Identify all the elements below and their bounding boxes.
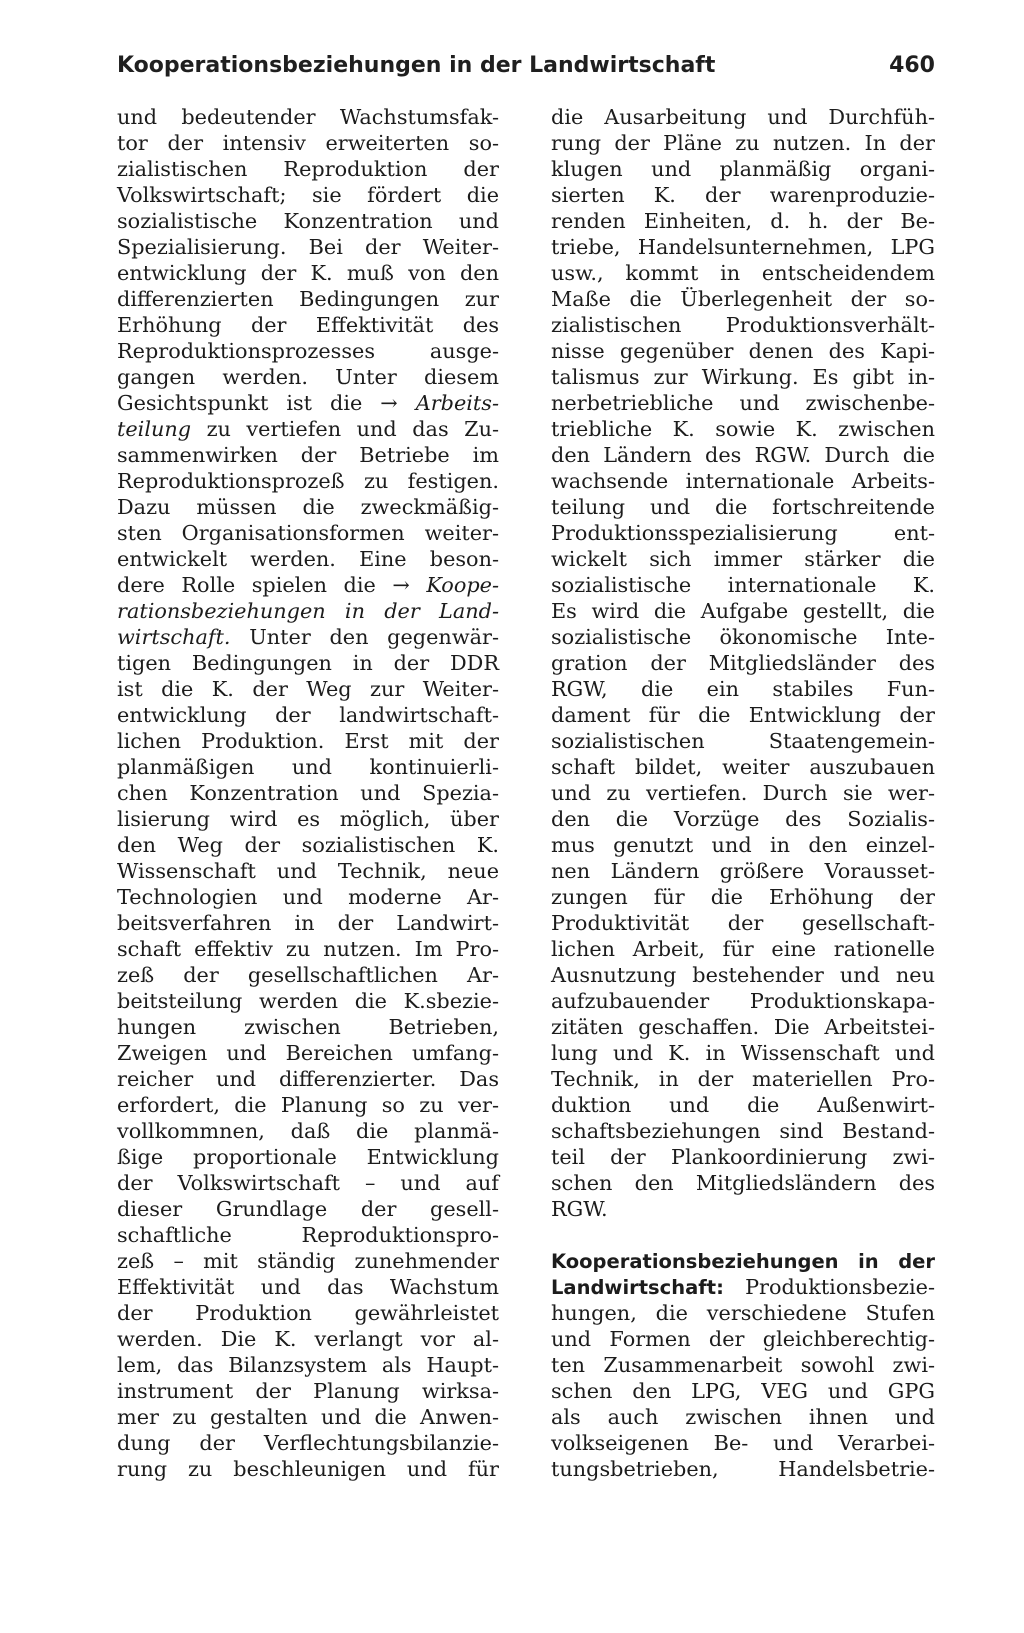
text-line: entwicklung der K. muß von den [117, 261, 499, 285]
text-line: Technik, in der materiellen Pro- [551, 1067, 935, 1091]
text-line: wachsende internationale Arbeits- [551, 469, 935, 493]
text-line: teil der Plankoordinierung zwi- [551, 1145, 935, 1169]
text-line: Ausnutzung bestehender und neu [551, 963, 935, 987]
text-line: und Formen der gleichberechtig- [551, 1327, 935, 1351]
text-line: gration der Mitgliedsländer des [551, 651, 935, 675]
text-line: den die Vorzüge des Sozialis- [551, 807, 935, 831]
text-line: schaftsbeziehungen sind Bestand- [551, 1119, 935, 1143]
text-line: lichen Arbeit, für eine rationelle [551, 937, 935, 961]
text-line: rung zu beschleunigen und für [117, 1457, 499, 1481]
text-line: Erhöhung der Effektivität des [117, 313, 499, 337]
text-line: als auch zwischen ihnen und [551, 1405, 935, 1429]
text-line: entwicklung der landwirtschaft- [117, 703, 499, 727]
text-line: Reproduktionsprozeß zu festigen. [117, 469, 499, 493]
text-line: beitsteilung werden die K.sbezie- [117, 989, 499, 1013]
text-line: schen den Mitgliedsländern des [551, 1171, 935, 1195]
text-line: sozialistische ökonomische Inte- [551, 625, 935, 649]
text-line: sten Organisationsformen weiter- [117, 521, 499, 545]
text-line: zeß der gesellschaftlichen Ar- [117, 963, 499, 987]
text-line: Spezialisierung. Bei der Weiter- [117, 235, 499, 259]
text-line: Wissenschaft und Technik, neue [117, 859, 499, 883]
text-line: Es wird die Aufgabe gestellt, die [551, 599, 935, 623]
text-line: vollkommnen, daß die planmä- [117, 1119, 499, 1143]
text-line: dament für die Entwicklung der [551, 703, 935, 727]
text-line: Produktivität der gesellschaft- [551, 911, 935, 935]
right-column [551, 104, 935, 1482]
text-line: zitäten geschaffen. Die Arbeitstei- [551, 1015, 935, 1039]
text-line: der Volkswirtschaft – und auf [117, 1171, 499, 1195]
text-line: schaft effektiv zu nutzen. Im Pro- [117, 937, 499, 961]
text-line: lem, das Bilanzsystem als Haupt- [117, 1353, 499, 1377]
text-line: die Ausarbeitung und Durchfüh- [551, 105, 935, 129]
text-line: triebliche K. sowie K. zwischen [551, 417, 935, 441]
running-title: Kooperationsbeziehungen in der Landwirtschaft [117, 53, 716, 78]
text-line: sammenwirken der Betriebe im [117, 443, 499, 467]
text-line: schaftliche Reproduktionspro- [117, 1223, 499, 1247]
text-line: erfordert, die Planung so zu ver- [117, 1093, 499, 1117]
entry-definition-line [551, 1274, 935, 1300]
text-line: chen Konzentration und Spezia- [117, 781, 499, 805]
text-line: sozialistischen Staatengemein- [551, 729, 935, 753]
text-line: hungen zwischen Betrieben, [117, 1015, 499, 1039]
text-line: dieser Grundlage der gesell- [117, 1197, 499, 1221]
text-line: zeß – mit ständig zunehmender [117, 1249, 499, 1273]
text-line: teilung zu vertiefen und das Zu- [117, 417, 499, 441]
text-line: planmäßigen und kontinuierli- [117, 755, 499, 779]
text-line: instrument der Planung wirksa- [117, 1379, 499, 1403]
text-line: zialistischen Reproduktion der [117, 157, 499, 181]
text-line: sozialistische internationale K. [551, 573, 935, 597]
text-line: ist die K. der Weg zur Weiter- [117, 677, 499, 701]
text-line: hungen, die verschiedene Stufen [551, 1301, 935, 1325]
text-line: Maße die Überlegenheit der so- [551, 287, 935, 311]
text-line: lisierung wird es möglich, über [117, 807, 499, 831]
page-number: 460 [889, 53, 935, 78]
text-line: und bedeutender Wachstumsfak- [117, 105, 499, 129]
entry-headword-line [551, 1248, 935, 1274]
text-line: ten Zusammenarbeit sowohl zwi- [551, 1353, 935, 1377]
text-line: zungen für die Erhöhung der [551, 885, 935, 909]
text-line: sozialistische Konzentration und [117, 209, 499, 233]
entry-headword: Kooperationsbeziehungen in der [551, 1250, 935, 1273]
running-head [117, 46, 935, 86]
text-line: beitsverfahren in der Landwirt- [117, 911, 499, 935]
text-line: tor der intensiv erweiterten so- [117, 131, 499, 155]
text-line: usw., kommt in entscheidendem [551, 261, 935, 285]
text-line: dere Rolle spielen die → Koope- [117, 573, 499, 597]
text-line: dung der Verflechtungsbilanzie- [117, 1431, 499, 1455]
text-line: Zweigen und Bereichen umfang- [117, 1041, 499, 1065]
text-line: schen den LPG, VEG und GPG [551, 1379, 935, 1403]
text-line: differenzierten Bedingungen zur [117, 287, 499, 311]
text-line: rationsbeziehungen in der Land- [117, 599, 499, 623]
text-line: nerbetriebliche und zwischenbe- [551, 391, 935, 415]
text-line: aufzubauender Produktionskapa- [551, 989, 935, 1013]
entry-separator [551, 1222, 935, 1248]
text-line: duktion und die Außenwirt- [551, 1093, 935, 1117]
text-line: werden. Die K. verlangt vor al- [117, 1327, 499, 1351]
text-line: schaft bildet, weiter auszubauen [551, 755, 935, 779]
text-line: entwickelt werden. Eine beson- [117, 547, 499, 571]
text-line: tigen Bedingungen in der DDR [117, 651, 499, 675]
text-line: Reproduktionsprozesses ausge- [117, 339, 499, 363]
text-line: Technologien und moderne Ar- [117, 885, 499, 909]
text-line: wickelt sich immer stärker die [551, 547, 935, 571]
text-line: Volkswirtschaft; sie fördert die [117, 183, 499, 207]
text-line: RGW. [551, 1197, 608, 1221]
text-line: wirtschaft. Unter den gegenwär- [117, 625, 499, 649]
text-line: und zu vertiefen. Durch sie wer- [551, 781, 935, 805]
text-line: teilung und die fortschreitende [551, 495, 935, 519]
text-line: mer zu gestalten und die Anwen- [117, 1405, 499, 1429]
text-line: triebe, Handelsunternehmen, LPG [551, 235, 935, 259]
text-line: den Weg der sozialistischen K. [117, 833, 499, 857]
text-line: Effektivität und das Wachstum [117, 1275, 499, 1299]
text-line: mus genutzt und in den einzel- [551, 833, 935, 857]
text-line: den Ländern des RGW. Durch die [551, 443, 935, 467]
text-line: renden Einheiten, d. h. der Be- [551, 209, 935, 233]
text-line: sierten K. der warenproduzie- [551, 183, 935, 207]
text-line: lung und K. in Wissenschaft und [551, 1041, 935, 1065]
text-line: der Produktion gewährleistet [117, 1301, 499, 1325]
text-line: Gesichtspunkt ist die → Arbeits- [117, 391, 499, 415]
text-line: nen Ländern größere Vorausset- [551, 859, 935, 883]
text-line: reicher und differenzierter. Das [117, 1067, 499, 1091]
entry-definition-start: Produktionsbezie- [723, 1275, 935, 1299]
text-line: gangen werden. Unter diesem [117, 365, 499, 389]
entry-headword: Landwirtschaft: [551, 1276, 724, 1299]
text-line: klugen und planmäßig organi- [551, 157, 935, 181]
text-line: tungsbetrieben, Handelsbetrie- [551, 1457, 935, 1481]
text-line: rung der Pläne zu nutzen. In der [551, 131, 935, 155]
text-line: lichen Produktion. Erst mit der [117, 729, 499, 753]
left-column [117, 104, 499, 1482]
text-line: Dazu müssen die zweckmäßig- [117, 495, 499, 519]
text-line: Produktionsspezialisierung ent- [551, 521, 935, 545]
text-line: ßige proportionale Entwicklung [117, 1145, 499, 1169]
text-line: nisse gegenüber denen des Kapi- [551, 339, 935, 363]
text-line: talismus zur Wirkung. Es gibt in- [551, 365, 935, 389]
text-line: RGW, die ein stabiles Fun- [551, 677, 935, 701]
text-line: zialistischen Produktionsverhält- [551, 313, 935, 337]
text-line: volkseigenen Be- und Verarbei- [551, 1431, 935, 1455]
